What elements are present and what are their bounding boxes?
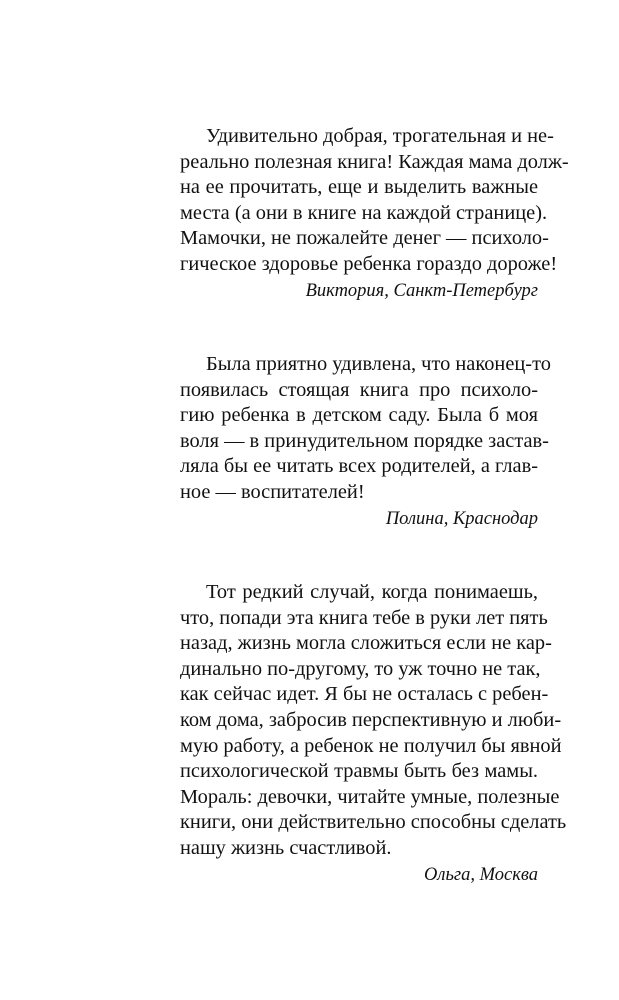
review-text-line: Мамочки, не пожалейте денег — психоло-	[180, 227, 549, 250]
review-text-line: места (а они в книге на каждой странице).	[180, 201, 548, 224]
review-author: Виктория, Санкт-Петербург	[305, 280, 538, 301]
review-text-line: мую работу, а ребенок не получил бы явной	[180, 734, 562, 757]
review-olga	[180, 580, 567, 888]
review-text-line: как сейчас идет. Я бы не осталась с ребен-	[180, 683, 549, 706]
review-text-line: динально по-другому, то уж точно не так,	[180, 657, 541, 680]
review-text-line: назад, жизнь могла сложиться если не кар-	[180, 632, 552, 655]
review-text-line: Удивительно добрая, трогательная и не-	[206, 125, 554, 147]
review-text-line: ляла бы ее читать всех родителей, а глав-	[180, 455, 538, 478]
review-text-line: ное — воспитателей!	[180, 480, 365, 503]
review-text-line: Тот редкий случай, когда понимаешь,	[206, 581, 538, 603]
review-text-line: ком дома, забросив перспективную и люби-	[180, 708, 562, 731]
review-text-line: Мораль: девочки, читайте умные, полезные	[180, 785, 560, 808]
review-author: Полина, Краснодар	[385, 508, 538, 529]
review-text-line: на ее прочитать, еще и выделить важные	[180, 176, 538, 199]
review-text-line: Была приятно удивлена, что наконец-то	[206, 353, 551, 375]
review-text-line: книги, они действительно способны сделать	[180, 811, 567, 834]
review-text-line: нашу жизнь счастливой.	[180, 836, 392, 859]
review-text-line: реально полезная книга! Каждая мама долж-	[180, 150, 569, 173]
review-text-line: гию ребенка в детском саду. Была б моя	[180, 404, 538, 427]
review-polina	[180, 352, 551, 532]
review-text-line: гическое здоровье ребенка гораздо дороже!	[180, 252, 558, 275]
review-author: Ольга, Москва	[424, 864, 538, 885]
review-text-line: психологической травмы быть без мамы.	[180, 760, 538, 783]
review-viktoriya	[180, 124, 569, 304]
review-text-line: что, попади эта книга тебе в руки лет пять	[180, 606, 548, 629]
review-text-line: воля — в принудительном порядке застав-	[180, 429, 549, 452]
review-text-line: появилась стоящая книга про психоло-	[180, 378, 538, 401]
